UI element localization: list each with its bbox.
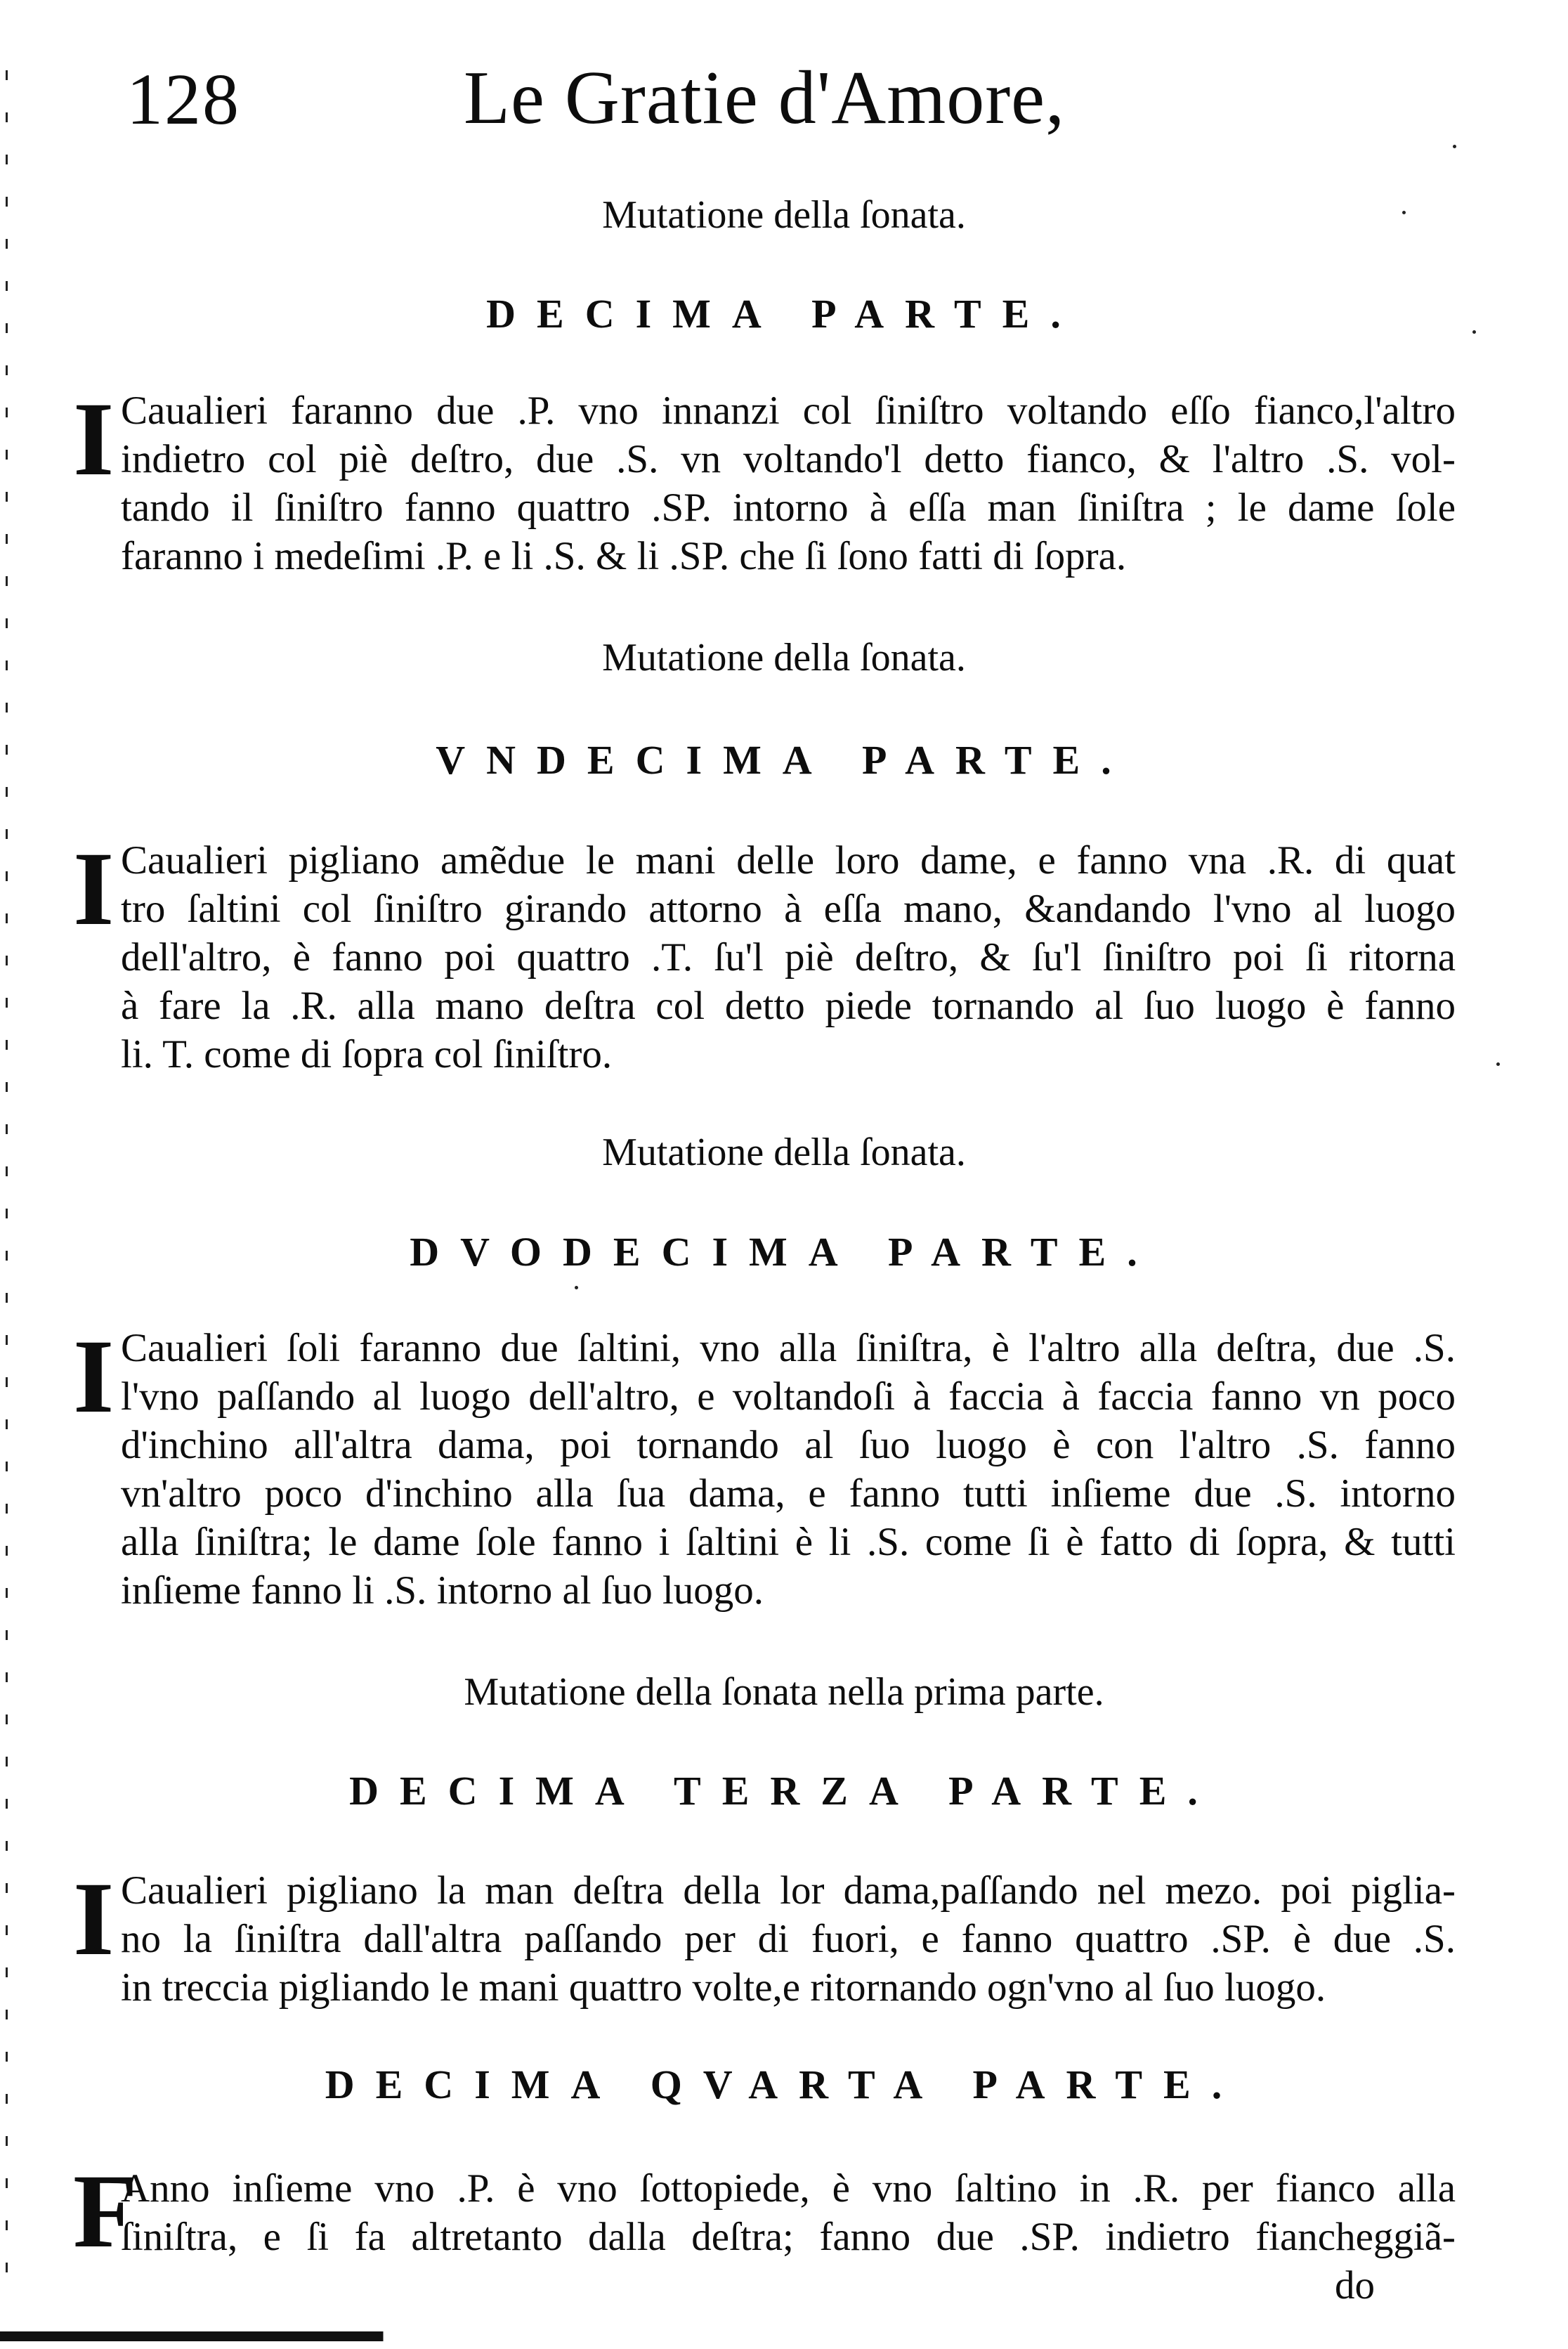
part-heading: VNDECIMA PARTE. [436,737,1132,783]
text-line: Caualieri ſoli faranno due ſaltini, vno alla ſiniſtra, è l'altro alla deſtra, due .S. [121,1326,1456,1370]
mutation-note: Mutatione della ſonata. [602,1131,966,1174]
text-line: ſiniſtra, e ſi fa altretanto dalla deſtra; fanno due .SP. indietro fiancheggiã- [121,2215,1456,2259]
text-line: Caualieri pigliano la man deſtra della lor dama,paſſando nel mezo. poi piglia- [121,1868,1456,1913]
mutation-note: Mutatione della ſonata. [602,636,966,679]
text-line: Caualieri pigliano amẽdue le mani delle loro dame, e fanno vna .R. di quat [121,838,1456,883]
text-line: à fare la .R. alla mano deſtra col detto piede tornando al ſuo luogo è fanno [121,984,1456,1028]
drop-initial: F [73,2153,138,2270]
part-heading: DECIMA TERZA PARTE. [349,1768,1219,1814]
page-edge-mark [6,70,8,2284]
text-line: in treccia pigliando le mani quattro volte,e ritornando ogn'vno al ſuo luogo. [121,1965,1326,2010]
text-line: vn'altro poco d'inchino alla ſua dama, e fanno tutti inſieme due .S. intorno [121,1471,1456,1516]
ink-speck [1453,145,1456,148]
text-line: dell'altro, è fanno poi quattro .T. ſu'l piè deſtro, & ſu'l ſiniſtro poi ſi ritorna [121,935,1456,980]
text-line: tro ſaltini col ſiniſtro girando attorno à eſſa mano, &andando l'vno al luogo [121,887,1456,931]
mutation-note: Mutatione della ſonata nella prima parte. [464,1670,1104,1714]
drop-initial: I [73,831,115,947]
text-line: li. T. come di ſopra col ſiniſtro. [121,1032,613,1076]
page-bottom-edge [0,2331,436,2341]
part-heading: DECIMA QVARTA PARTE. [325,2062,1243,2107]
part-heading: DVODECIMA PARTE. [410,1229,1158,1275]
text-line: inſieme fanno li .S. intorno al ſuo luogo. [121,1568,764,1613]
running-title: Le Gratie d'Amore, [464,56,1066,140]
text-line: alla ſiniſtra; le dame ſole fanno i ſaltini è li .S. come ſi è fatto di ſopra, & tutti [121,1520,1456,1564]
text-line: faranno i medeſimi .P. e li .S. & li .SP. che ſi ſono fatti di ſopra. [121,534,1127,578]
ink-speck [1402,211,1406,214]
ink-speck [1496,1062,1500,1066]
part-heading: DECIMA PARTE. [486,291,1082,337]
mutation-note: Mutatione della ſonata. [602,193,966,237]
drop-initial: I [73,1318,115,1435]
text-line: Caualieri faranno due .P. vno innanzi col ſiniſtro voltando eſſo fianco,l'altro [121,389,1456,433]
text-line: l'vno paſſando al luogo dell'altro, e voltandoſi à faccia à faccia fanno vn poco [121,1374,1456,1419]
text-line: no la ſiniſtra dall'altra paſſando per di fuori, e fanno quattro .SP. è due .S. [121,1917,1456,1961]
drop-initial: I [73,1861,115,1977]
text-line: d'inchino all'altra dama, poi tornando al ſuo luogo è con l'altro .S. fanno [121,1423,1456,1467]
ink-speck [575,1286,578,1289]
catchword: do [1335,2263,1375,2308]
page-number: 128 [126,59,240,140]
ink-speck [1472,330,1476,334]
text-line: indietro col piè deſtro, due .S. vn voltando'l detto fianco, & l'altro .S. vol- [121,437,1456,481]
drop-initial: I [73,381,115,497]
text-line: Anno inſieme vno .P. è vno ſottopiede, è vno ſaltino in .R. per fianco alla [121,2166,1456,2211]
text-line: tando il ſiniſtro fanno quattro .SP. intorno à eſſa man ſiniſtra ; le dame ſole [121,486,1456,530]
